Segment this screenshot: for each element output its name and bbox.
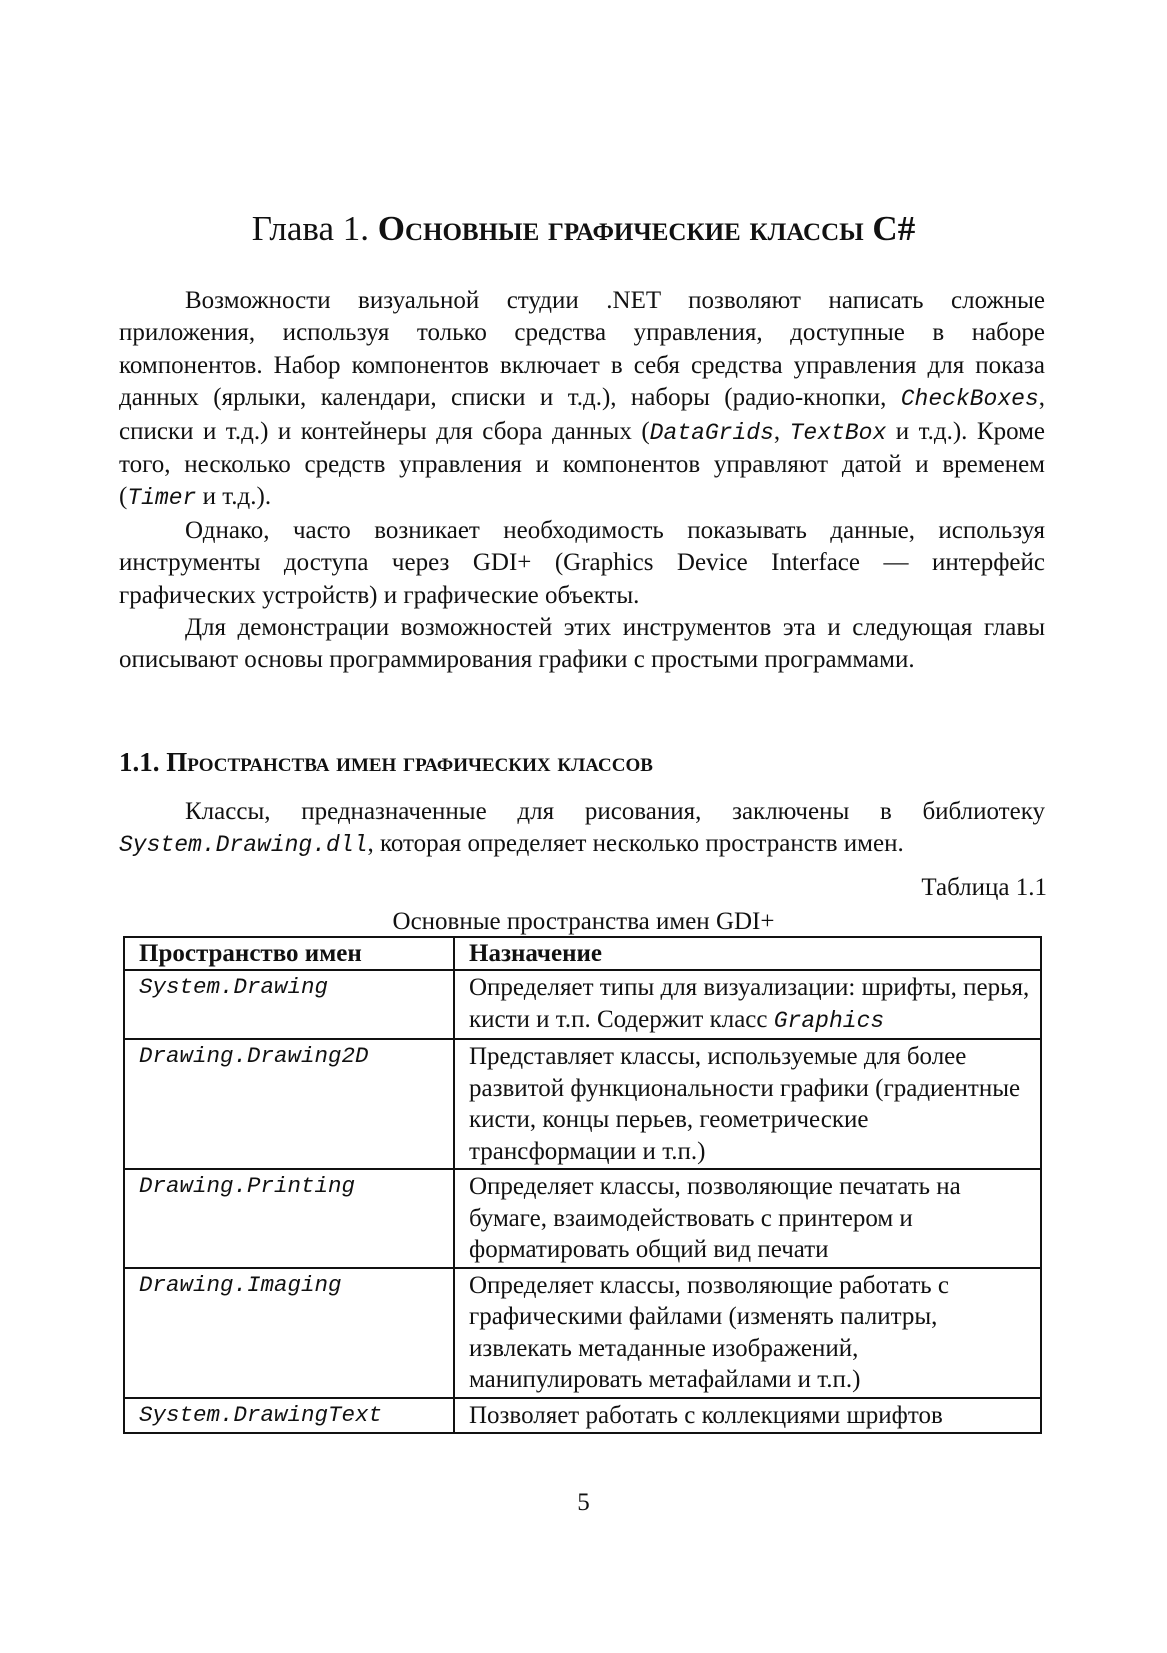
intro-p1-text: , xyxy=(773,417,790,445)
intro-p1-text: , списки и т.д.) и контейнеры для сбора данных ( xyxy=(119,384,1045,445)
table-row xyxy=(124,1039,1041,1169)
code-checkboxes: CheckBoxes xyxy=(900,386,1039,413)
table-caption: Основные пространства имен GDI+ xyxy=(392,908,775,935)
purpose-text: Определяет типы для визуализации: шрифты, перья, кисти и т.п. Содержит класс xyxy=(469,974,1030,1033)
purpose-cell xyxy=(454,970,1041,1039)
header-namespace: Пространство имен xyxy=(124,937,454,970)
purpose-cell: Представляет классы, используемые для более развитой функциональности графики (градиентные кисти, концы перьев, геометрические трансформации и т.п.) xyxy=(454,1039,1041,1169)
table-row xyxy=(124,1169,1041,1268)
table-header-row xyxy=(124,937,1041,970)
intro-p1-text: Возможности визуальной студии .NET позволяют написать сложные приложения, используя только средства управления, доступные в наборе компонентов. Набор компонентов включает в себя средства управления для показа данных (ярлыки, календари, списки и т.д.), наборы (радио-кнопки, xyxy=(119,287,1045,412)
intro-text xyxy=(119,285,1045,677)
namespace-cell: Drawing.Drawing2D xyxy=(124,1039,454,1169)
namespace-cell: Drawing.Printing xyxy=(124,1169,454,1268)
section-number: 1.1. xyxy=(119,747,167,777)
table-row xyxy=(124,1268,1041,1398)
namespaces-table xyxy=(123,936,1042,1434)
namespace-cell: System.Drawing xyxy=(124,970,454,1039)
code-timer: Timer xyxy=(127,485,197,512)
code-graphics: Graphics xyxy=(773,1007,885,1034)
purpose-cell: Определяет классы, позволяющие печатать на бумаге, взаимодействовать с принтером и форматировать общий вид печати xyxy=(454,1169,1041,1268)
code-textbox: TextBox xyxy=(789,419,887,446)
namespace-cell: System.DrawingText xyxy=(124,1398,454,1434)
namespace-cell: Drawing.Imaging xyxy=(124,1268,454,1398)
purpose-cell: Позволяет работать с коллекциями шрифтов xyxy=(454,1398,1041,1434)
section-para-text: Классы, предназначенные для рисования, заключены в библиотеку xyxy=(185,798,1045,825)
section-paragraph xyxy=(119,796,1045,862)
code-library-name: System.Drawing.dll xyxy=(119,832,368,859)
intro-p1-text: и т.д.). Кроме того, несколько средств управления и компонентов управляют датой и временем ( xyxy=(119,417,1046,511)
table-row xyxy=(124,970,1041,1039)
table-row xyxy=(124,1398,1041,1434)
header-purpose: Назначение xyxy=(454,937,1041,970)
chapter-title xyxy=(0,205,1167,253)
intro-paragraph-1 xyxy=(119,285,1045,515)
page-number: 5 xyxy=(577,1489,590,1516)
section-text xyxy=(119,796,1045,862)
intro-p1-text: и т.д.). xyxy=(196,483,272,511)
section-title-text: Пространства имен графических классов xyxy=(166,747,653,777)
section-heading xyxy=(119,744,653,780)
section-para-text: , которая определяет несколько пространств имен. xyxy=(367,830,904,858)
purpose-cell: Определяет классы, позволяющие работать с графическими файлами (изменять палитры, извлекать метаданные изображений, манипулировать метафайлами и т.п.) xyxy=(454,1268,1041,1398)
intro-paragraph-2: Однако, часто возникает необходимость показывать данные, используя инструменты доступа через GDI+ (Graphics Device Interface — интерфейс графических устройств) и графические объекты. xyxy=(119,516,1045,609)
intro-paragraph-3: Для демонстрации возможностей этих инструментов эта и следующая главы описывают основы программирования графики с простыми программами. xyxy=(119,614,1045,674)
code-datagrids: DataGrids xyxy=(649,419,774,446)
chapter-prefix: Глава 1. xyxy=(251,209,378,248)
table-number: Таблица 1.1 xyxy=(921,874,1047,901)
chapter-title-text: Основные графические классы C# xyxy=(377,209,916,248)
